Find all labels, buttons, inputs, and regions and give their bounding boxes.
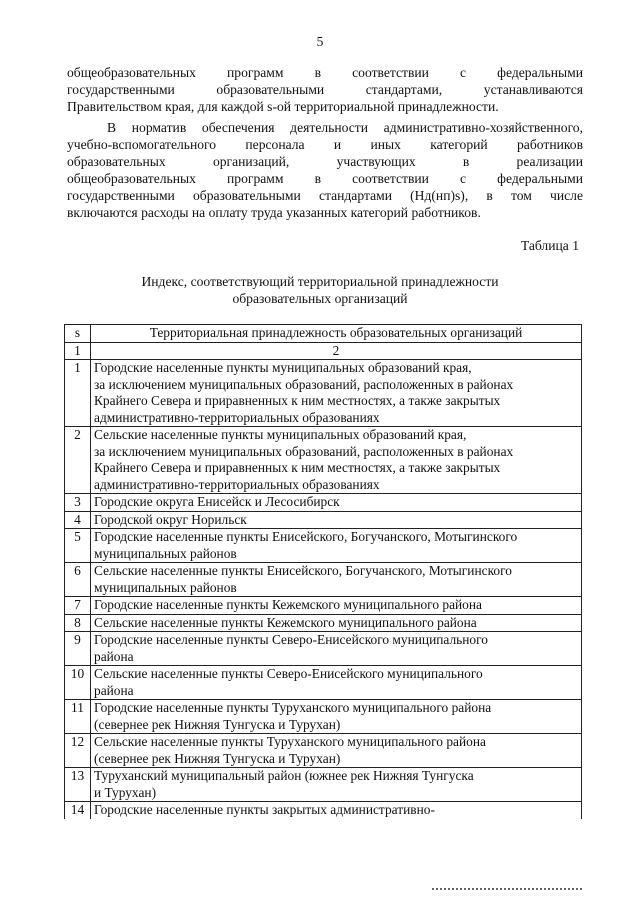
row-territory-line: района xyxy=(94,648,134,664)
table-title-line: образовательных организаций xyxy=(232,291,408,306)
row-territory-line: Сельские населенные пункты Северо-Енисейского муниципального xyxy=(94,666,483,681)
paragraph-line: учебно-вспомогательного персонала и иных категорий работников xyxy=(67,137,583,152)
row-territory-line: района xyxy=(94,682,134,698)
row-territory-line: и Турухан) xyxy=(94,784,157,800)
table-label: Таблица 1 xyxy=(520,238,579,253)
territory-index-table xyxy=(64,324,582,819)
table-title-line: Индекс, соответствующий территориальной принадлежности xyxy=(141,274,499,289)
row-number-cell: 10 xyxy=(65,666,91,700)
row-territory-line: Туруханский муниципальный район (южнее рек Нижняя Тунгуска xyxy=(94,768,474,783)
table-title xyxy=(0,273,640,307)
column-index-1: 1 xyxy=(65,342,91,360)
row-number-cell: 6 xyxy=(65,563,91,597)
column-index-2: 2 xyxy=(91,342,582,360)
row-territory-line: (севернее рек Нижняя Тунгуска и Турухан) xyxy=(94,716,341,732)
row-territory-cell xyxy=(91,529,582,563)
row-territory-line: Крайнего Севера и приравненных к ним местностях, а также закрытых xyxy=(94,393,501,408)
table-row xyxy=(65,360,582,427)
table-column-index-row xyxy=(65,342,582,360)
row-number-cell: 7 xyxy=(65,597,91,615)
row-number-cell: 1 xyxy=(65,360,91,427)
row-territory-cell xyxy=(91,700,582,734)
table-row xyxy=(65,632,582,666)
paragraph-line: В норматив обеспечения деятельности административно-хозяйственного, xyxy=(107,120,583,135)
paragraph-line: Правительством края, для каждой s-ой территориальной принадлежности. xyxy=(67,99,499,114)
row-number-cell: 13 xyxy=(65,768,91,802)
table-row xyxy=(65,511,582,529)
paragraph-line: общеобразовательных программ в соответствии с федеральными xyxy=(67,171,583,186)
row-territory-line: Городские округа Енисейск и Лесосибирск xyxy=(94,494,340,509)
row-number-cell: 9 xyxy=(65,632,91,666)
row-territory-line: Городские населенные пункты Кежемского муниципального района xyxy=(94,597,482,612)
row-number-cell: 11 xyxy=(65,700,91,734)
row-number-cell: 3 xyxy=(65,494,91,512)
row-number-cell: 5 xyxy=(65,529,91,563)
row-territory-line: Сельские населенные пункты Туруханского муниципального района xyxy=(94,734,486,749)
row-number-cell: 2 xyxy=(65,427,91,494)
paragraph-line: образовательных организаций, участвующих в реализации xyxy=(67,154,583,169)
table-header-row xyxy=(65,325,582,343)
row-territory-cell xyxy=(91,597,582,615)
row-territory-line: Городские населенные пункты закрытых административно- xyxy=(94,802,435,817)
header-cell-s: s xyxy=(65,325,91,343)
row-territory-cell xyxy=(91,768,582,802)
header-cell-territory: Территориальная принадлежность образовательных организаций xyxy=(91,325,582,343)
table-row xyxy=(65,768,582,802)
row-number-cell: 4 xyxy=(65,511,91,529)
row-territory-line: административно-территориальных образованиях xyxy=(94,409,380,425)
page-number: 5 xyxy=(316,34,324,49)
paragraph-line: государственными образовательными стандартами, устанавливаются xyxy=(67,82,583,97)
table-row xyxy=(65,427,582,494)
paragraph-1 xyxy=(67,64,583,115)
row-territory-line: за исключением муниципальных образований, расположенных в районах xyxy=(94,443,514,459)
row-territory-line: Городские населенные пункты Туруханского муниципального района xyxy=(94,700,492,715)
table-row xyxy=(65,614,582,632)
row-territory-line: за исключением муниципальных образований, расположенных в районах xyxy=(94,376,514,392)
table-row xyxy=(65,494,582,512)
row-territory-cell xyxy=(91,511,582,529)
row-territory-line: (севернее рек Нижняя Тунгуска и Турухан) xyxy=(94,750,341,766)
paragraph-line: государственными образовательными стандартами (Нд(нп)s), в том числе xyxy=(67,188,583,203)
row-territory-line: муниципальных районов xyxy=(94,579,237,595)
footer-divider xyxy=(432,888,582,890)
table-row xyxy=(65,563,582,597)
row-territory-line: Сельские населенные пункты муниципальных образований края, xyxy=(94,427,467,442)
table-row xyxy=(65,666,582,700)
row-territory-cell xyxy=(91,494,582,512)
table-row xyxy=(65,734,582,768)
row-territory-cell xyxy=(91,666,582,700)
paragraph-2 xyxy=(67,119,583,221)
row-territory-cell xyxy=(91,360,582,427)
row-territory-line: Городские населенные пункты Енисейского, Богучанского, Мотыгинского xyxy=(94,529,518,544)
paragraph-line: общеобразовательных программ в соответствии с федеральными xyxy=(67,65,583,80)
table-row xyxy=(65,597,582,615)
row-number-cell: 8 xyxy=(65,614,91,632)
row-territory-line: Городские населенные пункты Северо-Енисейского муниципального xyxy=(94,632,488,647)
row-territory-cell xyxy=(91,614,582,632)
row-territory-line: Городские населенные пункты муниципальных образований края, xyxy=(94,360,472,375)
table-row xyxy=(65,802,582,819)
row-number-cell: 12 xyxy=(65,734,91,768)
row-territory-line: муниципальных районов xyxy=(94,545,237,561)
row-territory-cell xyxy=(91,734,582,768)
table-row xyxy=(65,529,582,563)
row-territory-line: административно-территориальных образованиях xyxy=(94,476,380,492)
row-territory-line: Сельские населенные пункты Кежемского муниципального района xyxy=(94,614,477,630)
row-number-cell: 14 xyxy=(65,802,91,819)
paragraph-line: включаются расходы на оплату труда указанных категорий работников. xyxy=(67,205,481,220)
row-territory-cell xyxy=(91,632,582,666)
row-territory-line: Сельские населенные пункты Енисейского, Богучанского, Мотыгинского xyxy=(94,563,512,578)
row-territory-cell xyxy=(91,427,582,494)
row-territory-cell xyxy=(91,802,582,819)
row-territory-cell xyxy=(91,563,582,597)
row-territory-line: Крайнего Севера и приравненных к ним местностях, а также закрытых xyxy=(94,460,501,475)
row-territory-line: Городской округ Норильск xyxy=(94,511,247,527)
table-row xyxy=(65,700,582,734)
